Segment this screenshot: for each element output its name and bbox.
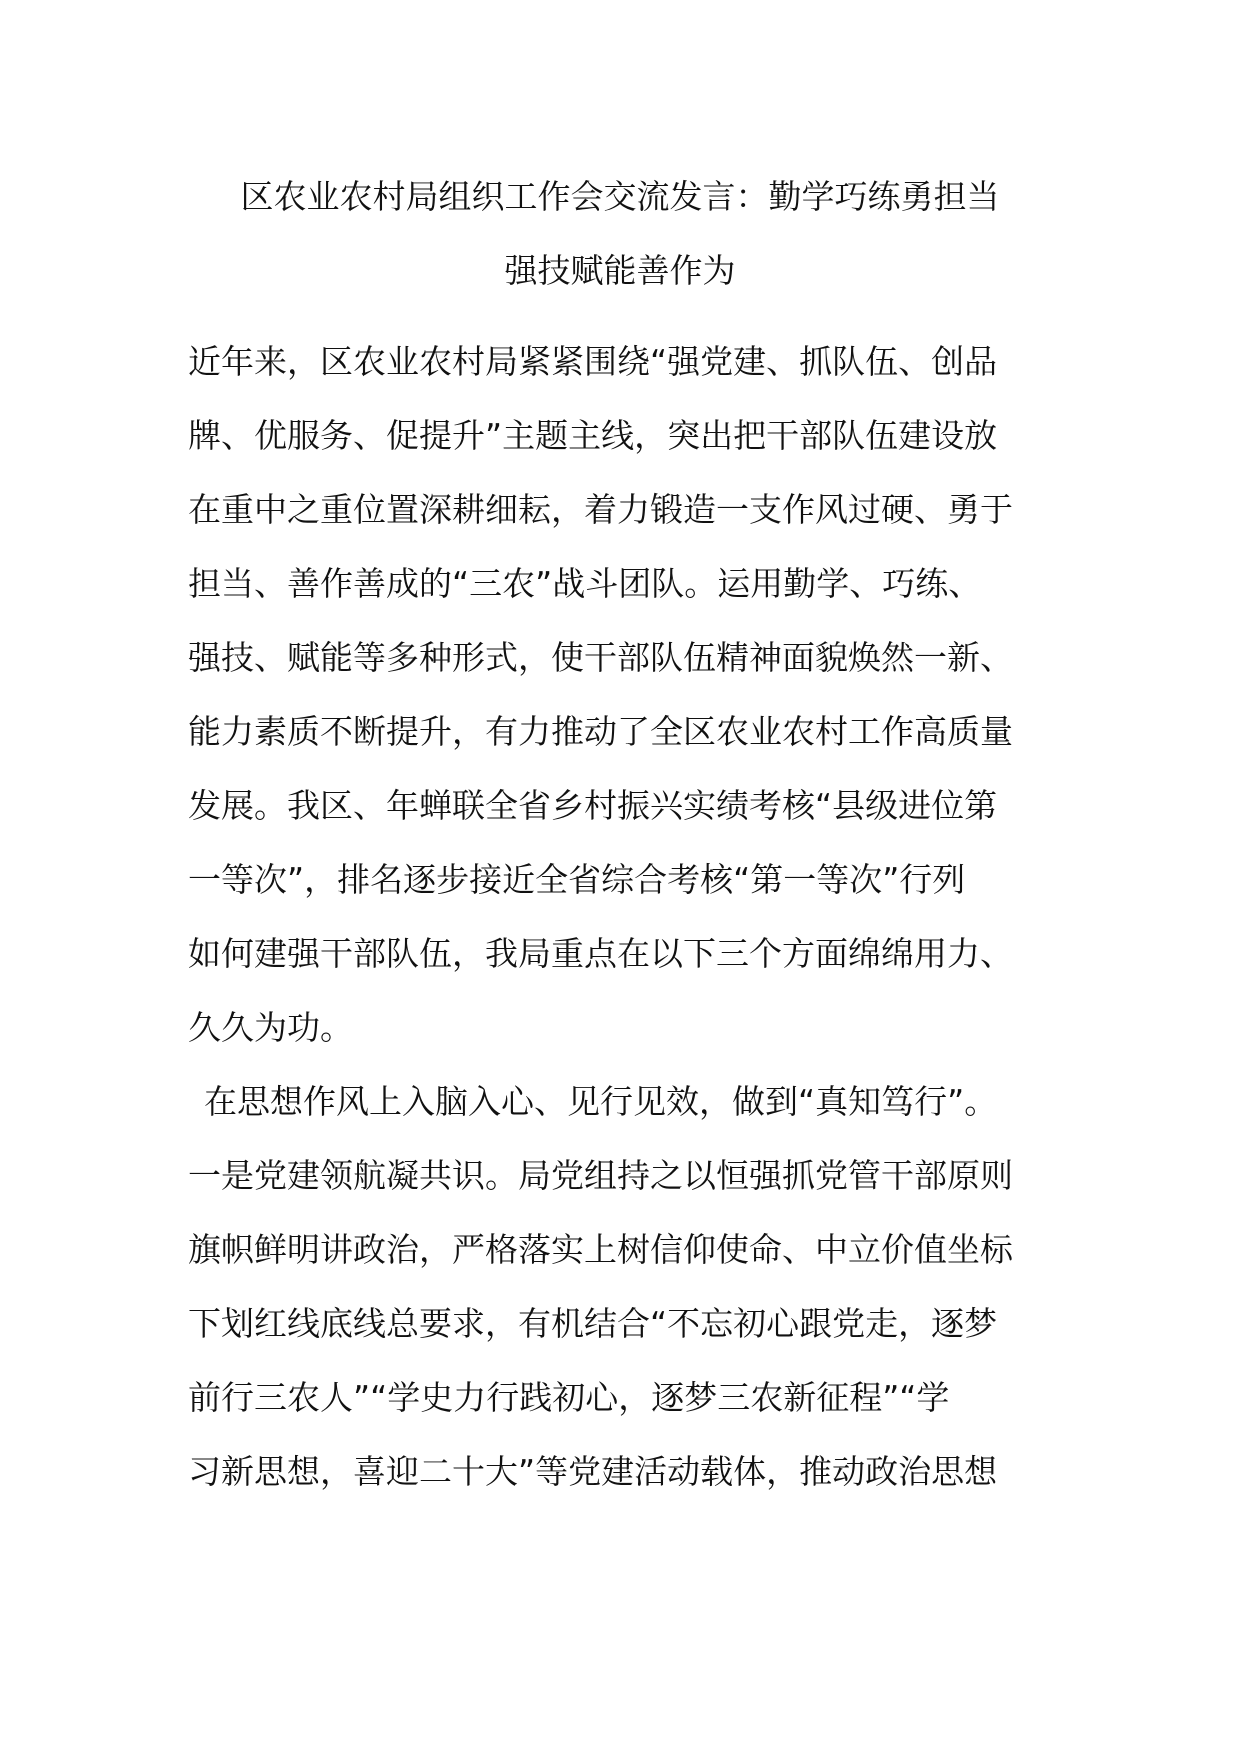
paragraph-section-one bbox=[188, 1065, 1068, 1509]
text-line: 旗帜鲜明讲政治，严格落实上树信仰使命、中立价值坐标 bbox=[188, 1230, 1013, 1269]
text-line: 一是党建领航凝共识。局党组持之以恒强抓党管干部原则 bbox=[188, 1156, 1013, 1195]
text-line: 久久为功。 bbox=[188, 1008, 353, 1047]
text-line: 下划红线底线总要求，有机结合“不忘初心跟党走，逐梦 bbox=[188, 1304, 998, 1343]
text-line: 前行三农人”“学史力行践初心，逐梦三农新征程”“学 bbox=[188, 1378, 950, 1417]
section-heading-line: 在思想作风上入脑入心、见行见效，做到“真知笃行”。 bbox=[204, 1082, 998, 1121]
text-line: 近年来，区农业农村局紧紧围绕“强党建、抓队伍、创品 bbox=[188, 342, 998, 381]
text-line: 担当、善作善成的“三农”战斗团队。运用勤学、巧练、 bbox=[188, 564, 982, 603]
text-line: 牌、优服务、促提升”主题主线，突出把干部队伍建设放 bbox=[188, 416, 998, 455]
text-line: 一等次”，排名逐步接近全省综合考核“第一等次”行列 bbox=[188, 860, 966, 899]
text-line: 如何建强干部队伍，我局重点在以下三个方面绵绵用力、 bbox=[188, 934, 1013, 973]
text-line: 能力素质不断提升，有力推动了全区农业农村工作高质量 bbox=[188, 712, 1013, 751]
paragraph-intro bbox=[188, 325, 1068, 1065]
document-title bbox=[200, 160, 1040, 308]
text-line: 发展。我区、年蝉联全省乡村振兴实绩考核“县级进位第 bbox=[188, 786, 998, 825]
text-line: 强技、赋能等多种形式，使干部队伍精神面貌焕然一新、 bbox=[188, 638, 1013, 677]
text-line: 在重中之重位置深耕细耘，着力锻造一支作风过硬、勇于 bbox=[188, 490, 1013, 529]
title-line-2: 强技赋能善作为 bbox=[504, 251, 736, 290]
title-line-1: 区农业农村局组织工作会交流发言：勤学巧练勇担当 bbox=[240, 177, 1000, 216]
document-body bbox=[188, 325, 1068, 1509]
text-line: 习新思想，喜迎二十大”等党建活动载体，推动政治思想 bbox=[188, 1452, 998, 1491]
